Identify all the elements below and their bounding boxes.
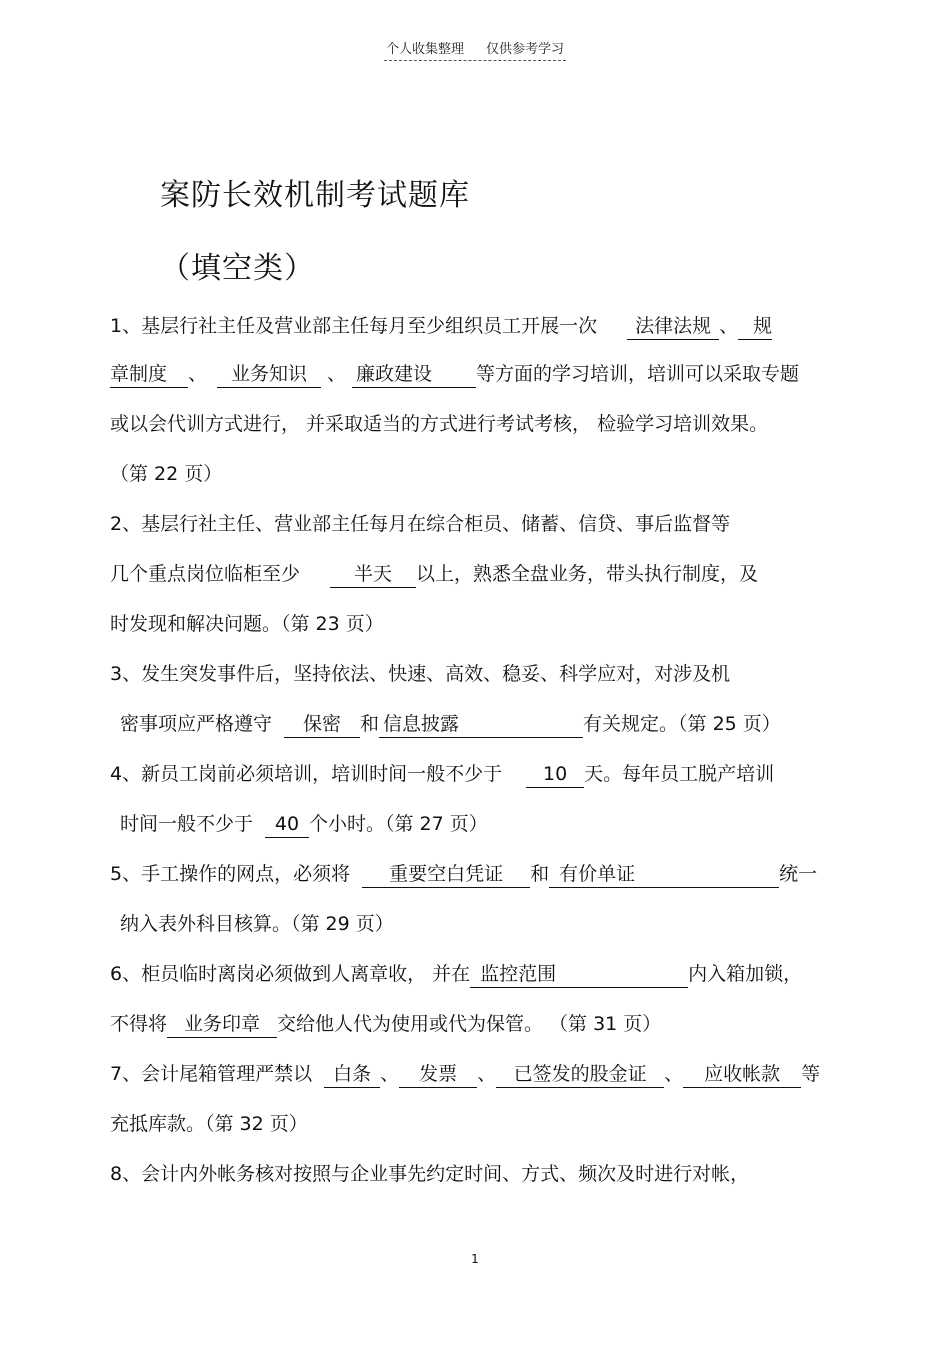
q6-text: 交给他人代为使用或代为保管。 （第 31 页） <box>277 1013 662 1035</box>
q7-text: 等 <box>801 1063 821 1085</box>
q2-line2 <box>110 560 758 588</box>
q7-answer-1: 白条 <box>324 1062 380 1088</box>
document-subtitle: （填空类） <box>160 251 315 286</box>
q3-answer-1: 保密 <box>284 712 360 738</box>
q5-answer-1: 重要空白凭证 <box>362 862 530 888</box>
q4-text: 个小时。（第 27 页） <box>309 813 488 835</box>
q1-text: 1、基层行社主任及营业部主任每月至少组织员工开展一次 <box>110 315 598 337</box>
q1-answer-4: 廉政建设 <box>352 362 476 388</box>
q8-line1: 8、会计内外帐务核对按照与企业事先约定时间、方式、频次及时进行对帐， <box>110 1163 750 1185</box>
header-right: 仅供参考学习 <box>486 42 565 57</box>
q6-text: 内入箱加锁， <box>688 963 803 985</box>
q1-line3: 或以会代训方式进行， 并采取适当的方式进行考试考核， 检验学习培训效果。 <box>110 413 769 435</box>
q1-answer-3: 业务知识 <box>217 362 321 388</box>
q4-text: 时间一般不少于 <box>120 813 254 835</box>
q7-answer-4: 应收帐款 <box>683 1062 801 1088</box>
q7-line1 <box>110 1060 820 1088</box>
q1-sep: 、 <box>719 315 739 337</box>
q1-sep: 、 <box>188 363 208 385</box>
q4-text: 天。每年员工脱产培训 <box>584 763 775 785</box>
q5-text: 统一 <box>779 863 818 885</box>
document-title: 案防长效机制考试题库 <box>160 178 470 213</box>
q1-sep: 、 <box>327 363 347 385</box>
q1-line1 <box>110 312 772 340</box>
q3-answer-2: 信息披露 <box>379 712 583 738</box>
q5-text: 5、手工操作的网点，必须将 <box>110 863 351 885</box>
q4-answer-1: 10 <box>526 762 584 788</box>
q3-line1: 3、发生突发事件后，坚持依法、快速、高效、稳妥、科学应对，对涉及机 <box>110 663 731 685</box>
header-left: 个人收集整理 <box>385 42 464 57</box>
q4-text: 4、新员工岗前必须培训，培训时间一般不少于 <box>110 763 503 785</box>
q7-sep: 、 <box>477 1063 497 1085</box>
q1-line2 <box>110 360 799 388</box>
header-text <box>384 38 566 61</box>
q2-answer-1: 半天 <box>330 562 416 588</box>
page-header <box>0 38 950 61</box>
q3-text: 有关规定。（第 25 页） <box>583 713 781 735</box>
q5-line1 <box>110 860 817 888</box>
page-number: 1 <box>471 1252 479 1266</box>
q7-answer-2: 发票 <box>399 1062 477 1088</box>
q7-answer-3: 已签发的股金证 <box>496 1062 664 1088</box>
q7-text: 7、会计尾箱管理严禁以 <box>110 1063 313 1085</box>
q2-line1: 2、基层行社主任、营业部主任每月在综合柜员、储蓄、信贷、事后监督等 <box>110 513 731 535</box>
q3-text: 密事项应严格遵守 <box>120 713 273 735</box>
q6-text: 6、柜员临时离岗必须做到人离章收， 并在 <box>110 963 471 985</box>
q1-text: 等方面的学习培训，培训可以采取专题 <box>476 363 800 385</box>
q3-line2 <box>120 710 781 738</box>
q6-line2 <box>110 1010 661 1038</box>
q2-text: 几个重点岗位临柜至少 <box>110 563 301 585</box>
q5-text: 和 <box>530 863 550 885</box>
q2-line3: 时发现和解决问题。（第 23 页） <box>110 613 384 635</box>
q7-line2: 充抵库款。（第 32 页） <box>110 1113 308 1135</box>
q6-line1 <box>110 960 802 988</box>
q7-sep: 、 <box>664 1063 684 1085</box>
q1-answer-2b: 章制度 <box>110 362 188 388</box>
q1-line4: （第 22 页） <box>110 463 223 485</box>
q4-line1 <box>110 760 774 788</box>
q6-text: 不得将 <box>110 1013 168 1035</box>
q6-answer-2: 业务印章 <box>167 1012 277 1038</box>
q7-sep: 、 <box>380 1063 400 1085</box>
q4-line2 <box>120 810 488 838</box>
q1-answer-2a: 规 <box>738 314 772 340</box>
q5-answer-2: 有价单证 <box>549 862 779 888</box>
q1-answer-1: 法律法规 <box>627 314 719 340</box>
q3-text: 和 <box>360 713 380 735</box>
q5-line2: 纳入表外科目核算。（第 29 页） <box>120 913 394 935</box>
q4-answer-2: 40 <box>265 812 309 838</box>
q6-answer-1: 监控范围 <box>470 962 688 988</box>
q2-text: 以上，熟悉全盘业务，带头执行制度，及 <box>416 563 759 585</box>
